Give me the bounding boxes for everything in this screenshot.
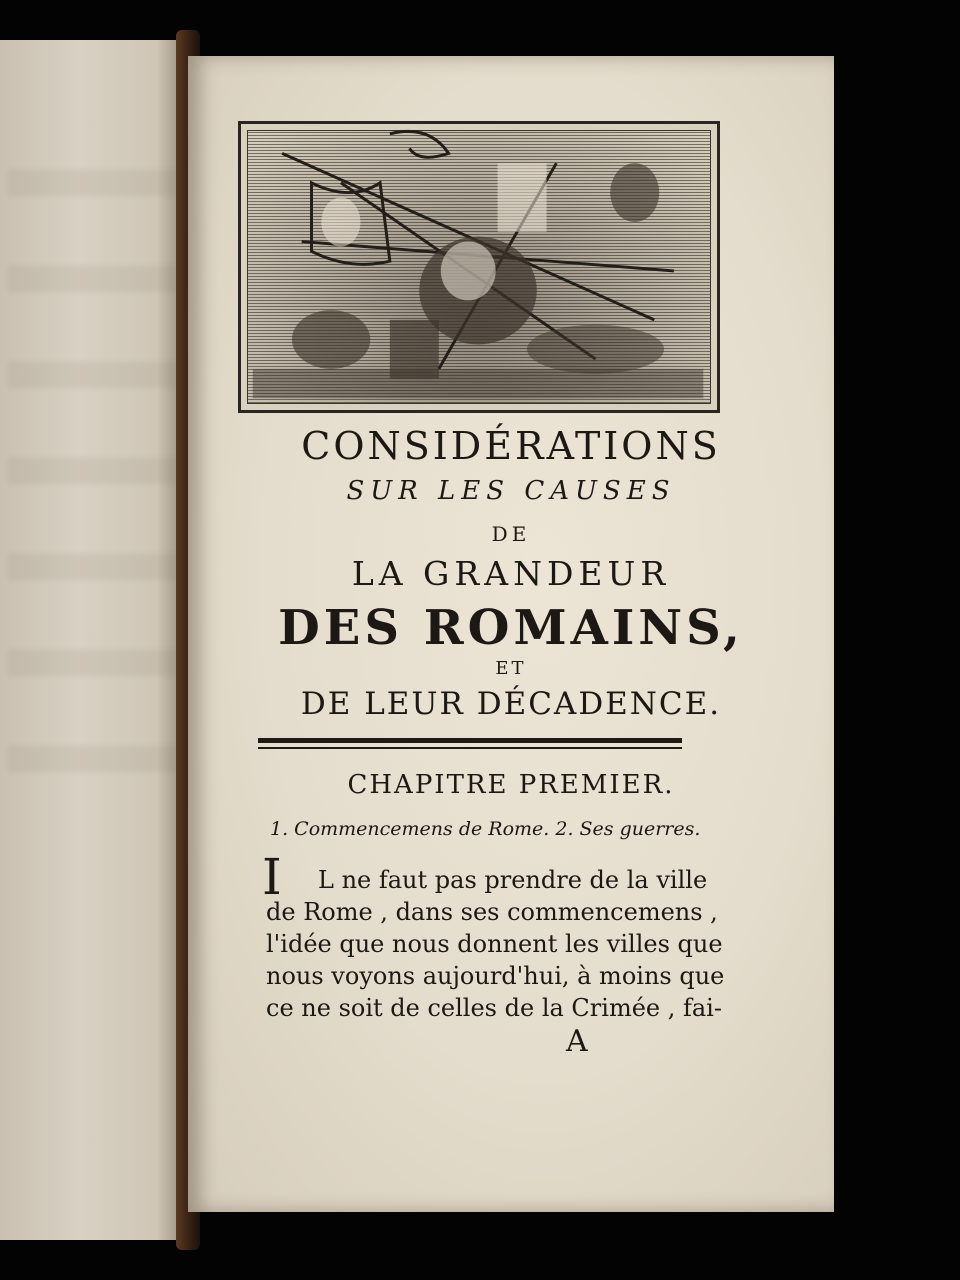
signature-mark: A <box>566 1024 588 1059</box>
title-line-1: CONSIDÉRATIONS <box>301 424 721 468</box>
engraved-vignette <box>238 121 720 413</box>
body-line: L ne faut pas prendre de la ville <box>318 866 708 894</box>
trophy-of-arms-illustration <box>241 124 717 410</box>
title-line-6: ET <box>495 658 527 679</box>
drop-cap: I <box>262 848 282 906</box>
chapter-heading: CHAPITRE PREMIER. <box>347 770 675 800</box>
double-rule-thick <box>258 738 682 743</box>
chapter-summary: 1. Commencemens de Rome. 2. Ses guerres. <box>270 818 701 840</box>
body-line: de Rome , dans ses commencemens , <box>266 898 718 926</box>
title-line-7: DE LEUR DÉCADENCE. <box>300 686 722 722</box>
title-line-5: DES ROMAINS, <box>278 600 744 656</box>
show-through-text <box>8 100 178 780</box>
body-line: ce ne soit de celles de la Crimée , fai- <box>266 994 722 1022</box>
body-line: nous voyons aujourd'hui, à moins que <box>266 962 725 990</box>
double-rule-thin <box>258 747 682 749</box>
title-line-2: SUR LES CAUSES <box>346 476 676 506</box>
title-line-4: LA GRANDEUR <box>351 554 671 593</box>
body-line: l'idée que nous donnent les villes que <box>266 930 723 958</box>
title-line-3: DE <box>491 522 531 546</box>
left-page <box>0 40 196 1240</box>
